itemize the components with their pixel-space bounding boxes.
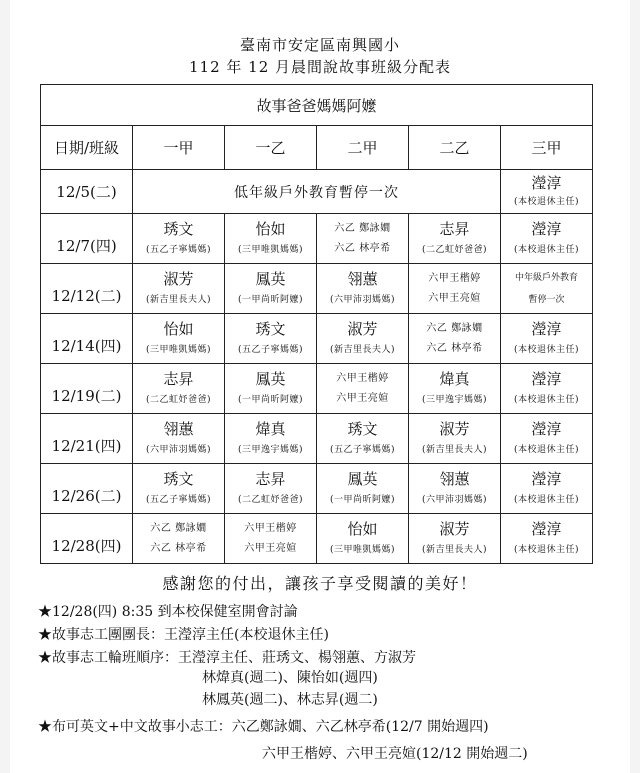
volunteer-role: (一甲尚昕阿嬤) bbox=[329, 495, 396, 505]
assignment-cell bbox=[501, 214, 593, 264]
volunteer-name: 瀅淳 bbox=[531, 370, 562, 388]
volunteer-name: 琇文 bbox=[347, 420, 378, 438]
volunteer-name: 淑芳 bbox=[347, 320, 378, 338]
note-bilingual-line2: 六甲王楷婷、六甲王亮媗(12/12 開始週二) bbox=[262, 746, 528, 762]
assignment-cell bbox=[133, 314, 225, 364]
volunteer-name: 淑芳 bbox=[163, 270, 194, 288]
volunteer-role: (三甲唯凱媽媽) bbox=[329, 545, 396, 555]
assignment-cell bbox=[225, 264, 317, 314]
volunteer-role: (六甲沛羽媽媽) bbox=[329, 295, 396, 305]
assignment-cell bbox=[133, 464, 225, 514]
volunteer-name: 翎蕙 bbox=[439, 470, 470, 488]
assignment-cell bbox=[501, 414, 593, 464]
assignment-cell bbox=[317, 214, 409, 264]
assignment-cell bbox=[409, 314, 501, 364]
assignment-cell bbox=[317, 314, 409, 364]
student-volunteer: 六乙 鄭詠嫺 bbox=[334, 222, 391, 234]
volunteer-role: (六甲沛羽媽媽) bbox=[421, 495, 488, 505]
volunteer-role: (本校退休主任) bbox=[514, 245, 580, 255]
table-row bbox=[41, 414, 593, 464]
student-volunteer: 六乙 林亭希 bbox=[334, 242, 391, 254]
table-row bbox=[41, 464, 593, 514]
table-row bbox=[41, 514, 593, 564]
thanks-message: 感謝您的付出，讓孩子享受閱讀的美好！ bbox=[162, 574, 478, 593]
table-row bbox=[41, 170, 593, 214]
volunteer-role: (三甲逸宇媽媽) bbox=[237, 445, 304, 455]
assignment-cell bbox=[317, 264, 409, 314]
volunteer-name: 瀅淳 bbox=[531, 320, 562, 338]
volunteer-role: (五乙子寧媽媽) bbox=[145, 495, 212, 505]
volunteer-role: (三甲唯凱媽媽) bbox=[237, 245, 304, 255]
column-header: 三甲 bbox=[501, 126, 593, 170]
student-volunteer: 六甲王亮媗 bbox=[428, 292, 481, 304]
date-cell: 12/12(二) bbox=[41, 264, 133, 314]
date-cell: 12/26(二) bbox=[41, 464, 133, 514]
assignment-cell bbox=[409, 214, 501, 264]
volunteer-role: (本校退休主任) bbox=[514, 395, 580, 405]
table-header-row bbox=[41, 126, 593, 170]
student-volunteer: 六甲王亮媗 bbox=[336, 392, 389, 404]
note-order-line2: 林煒真(週二)、陳怡如(週四) bbox=[202, 670, 378, 686]
document-title: 112 年 12 月晨間說故事班級分配表 bbox=[188, 58, 452, 76]
table-row bbox=[41, 214, 593, 264]
assignment-cell bbox=[225, 364, 317, 414]
cell-note: 中年級戶外教育 bbox=[515, 272, 579, 283]
volunteer-name: 鳳英 bbox=[255, 270, 286, 288]
volunteer-role: (五乙子寧媽媽) bbox=[237, 345, 304, 355]
date-cell: 12/14(四) bbox=[41, 314, 133, 364]
volunteer-role: (本校退休主任) bbox=[514, 345, 580, 355]
note-leader: ★故事志工團團長：王瀅淳主任(本校退休主任) bbox=[38, 627, 329, 643]
assignment-cell bbox=[317, 414, 409, 464]
assignment-cell bbox=[317, 364, 409, 414]
volunteer-name: 淑芳 bbox=[439, 520, 470, 538]
volunteer-name: 鳳英 bbox=[347, 470, 378, 488]
note-order: ★故事志工輪班順序：王瀅淳主任、莊琇文、楊翎蕙、方淑芳 bbox=[38, 650, 416, 666]
document-page bbox=[10, 0, 630, 773]
date-cell: 12/28(四) bbox=[41, 514, 133, 564]
volunteer-name: 瀅淳 bbox=[531, 220, 562, 238]
student-volunteer: 六乙 林亭希 bbox=[150, 542, 207, 554]
assignment-cell bbox=[501, 464, 593, 514]
volunteer-name: 琇文 bbox=[255, 320, 286, 338]
assignment-cell bbox=[317, 464, 409, 514]
corner-header: 日期/班級 bbox=[41, 126, 133, 170]
student-volunteer: 六甲王楷婷 bbox=[336, 372, 389, 384]
group-title: 故事爸爸媽媽阿嬤 bbox=[41, 85, 593, 126]
volunteer-role: (本校退休主任) bbox=[514, 545, 580, 555]
assignment-cell bbox=[501, 314, 593, 364]
volunteer-role: (三甲唯凱媽媽) bbox=[145, 345, 212, 355]
date-cell: 12/5(二) bbox=[41, 170, 133, 214]
assignment-cell bbox=[501, 364, 593, 414]
volunteer-role: (六甲沛羽媽媽) bbox=[145, 445, 212, 455]
volunteer-role: (新吉里長夫人) bbox=[421, 445, 488, 455]
assignment-cell bbox=[409, 414, 501, 464]
assignment-cell bbox=[501, 264, 593, 314]
assignment-cell bbox=[225, 464, 317, 514]
volunteer-name: 煒真 bbox=[255, 420, 286, 438]
assignment-cell bbox=[133, 414, 225, 464]
volunteer-name: 志昇 bbox=[439, 220, 470, 238]
volunteer-role: (五乙子寧媽媽) bbox=[329, 445, 396, 455]
cell-note: 暫停一次 bbox=[528, 294, 565, 305]
volunteer-name: 翎蕙 bbox=[163, 420, 194, 438]
volunteer-name: 瀅淳 bbox=[531, 470, 562, 488]
volunteer-role: (新吉里長夫人) bbox=[145, 295, 212, 305]
assignment-cell bbox=[317, 514, 409, 564]
volunteer-name: 琇文 bbox=[163, 220, 194, 238]
table-group-header-row bbox=[41, 85, 593, 126]
schedule-table bbox=[40, 84, 593, 564]
volunteer-role: (二乙虹妤爸爸) bbox=[237, 495, 304, 505]
assignment-cell bbox=[409, 264, 501, 314]
assignment-cell bbox=[133, 264, 225, 314]
volunteer-name: 鳳英 bbox=[255, 370, 286, 388]
note-order-line3: 林鳳英(週二)、林志昇(週二) bbox=[202, 692, 378, 708]
volunteer-role: (二乙虹妤爸爸) bbox=[421, 245, 488, 255]
volunteer-name: 怡如 bbox=[163, 320, 194, 338]
volunteer-role: (五乙子寧媽媽) bbox=[145, 245, 212, 255]
student-volunteer: 六甲王楷婷 bbox=[244, 522, 297, 534]
student-volunteer: 六甲王亮媗 bbox=[244, 542, 297, 554]
assignment-cell bbox=[133, 364, 225, 414]
volunteer-name: 志昇 bbox=[163, 370, 194, 388]
assignment-cell bbox=[133, 214, 225, 264]
suspend-notice: 低年級戶外教育暫停一次 bbox=[133, 170, 501, 214]
assignment-cell bbox=[409, 514, 501, 564]
column-header: 一甲 bbox=[133, 126, 225, 170]
date-cell: 12/7(四) bbox=[41, 214, 133, 264]
student-volunteer: 六甲王楷婷 bbox=[428, 272, 481, 284]
volunteer-role: (一甲尚昕阿嬤) bbox=[237, 395, 304, 405]
volunteer-name: 怡如 bbox=[255, 220, 286, 238]
volunteer-role: (本校退休主任) bbox=[514, 197, 580, 207]
assignment-cell bbox=[225, 214, 317, 264]
volunteer-name: 煒真 bbox=[439, 370, 470, 388]
table-row bbox=[41, 314, 593, 364]
assignment-cell bbox=[133, 514, 225, 564]
column-header: 二甲 bbox=[317, 126, 409, 170]
assignment-cell bbox=[501, 514, 593, 564]
date-cell: 12/19(二) bbox=[41, 364, 133, 414]
volunteer-name: 翎蕙 bbox=[347, 270, 378, 288]
column-header: 二乙 bbox=[409, 126, 501, 170]
volunteer-role: (本校退休主任) bbox=[514, 445, 580, 455]
volunteer-name: 瀅淳 bbox=[531, 174, 562, 192]
assignment-cell bbox=[409, 364, 501, 414]
volunteer-name: 淑芳 bbox=[439, 420, 470, 438]
date-cell: 12/21(四) bbox=[41, 414, 133, 464]
volunteer-name: 瀅淳 bbox=[531, 520, 562, 538]
volunteer-name: 怡如 bbox=[347, 520, 378, 538]
volunteer-name: 瀅淳 bbox=[531, 420, 562, 438]
school-name: 臺南市安定區南興國小 bbox=[239, 36, 400, 54]
table-row bbox=[41, 364, 593, 414]
student-volunteer: 六乙 鄭詠嫺 bbox=[426, 322, 483, 334]
note-meeting: ★12/28(四) 8:35 到本校保健室開會討論 bbox=[38, 604, 298, 620]
student-volunteer: 六乙 林亭希 bbox=[426, 342, 483, 354]
volunteer-name: 琇文 bbox=[163, 470, 194, 488]
assignment-cell bbox=[501, 170, 593, 214]
volunteer-role: (一甲尚昕阿嬤) bbox=[237, 295, 304, 305]
volunteer-role: (本校退休主任) bbox=[514, 495, 580, 505]
assignment-cell bbox=[225, 514, 317, 564]
note-bilingual: ★布可英文+中文故事小志工：六乙鄭詠嫺、六乙林亭希(12/7 開始週四) bbox=[38, 719, 489, 735]
volunteer-role: (二乙虹妤爸爸) bbox=[145, 395, 212, 405]
volunteer-role: (新吉里長夫人) bbox=[329, 345, 396, 355]
assignment-cell bbox=[225, 314, 317, 364]
assignment-cell bbox=[225, 414, 317, 464]
volunteer-name: 志昇 bbox=[255, 470, 286, 488]
column-header: 一乙 bbox=[225, 126, 317, 170]
table-row bbox=[41, 264, 593, 314]
assignment-cell bbox=[409, 464, 501, 514]
volunteer-role: (三甲逸宇媽媽) bbox=[421, 395, 488, 405]
volunteer-role: (新吉里長夫人) bbox=[421, 545, 488, 555]
student-volunteer: 六乙 鄭詠嫺 bbox=[150, 522, 207, 534]
